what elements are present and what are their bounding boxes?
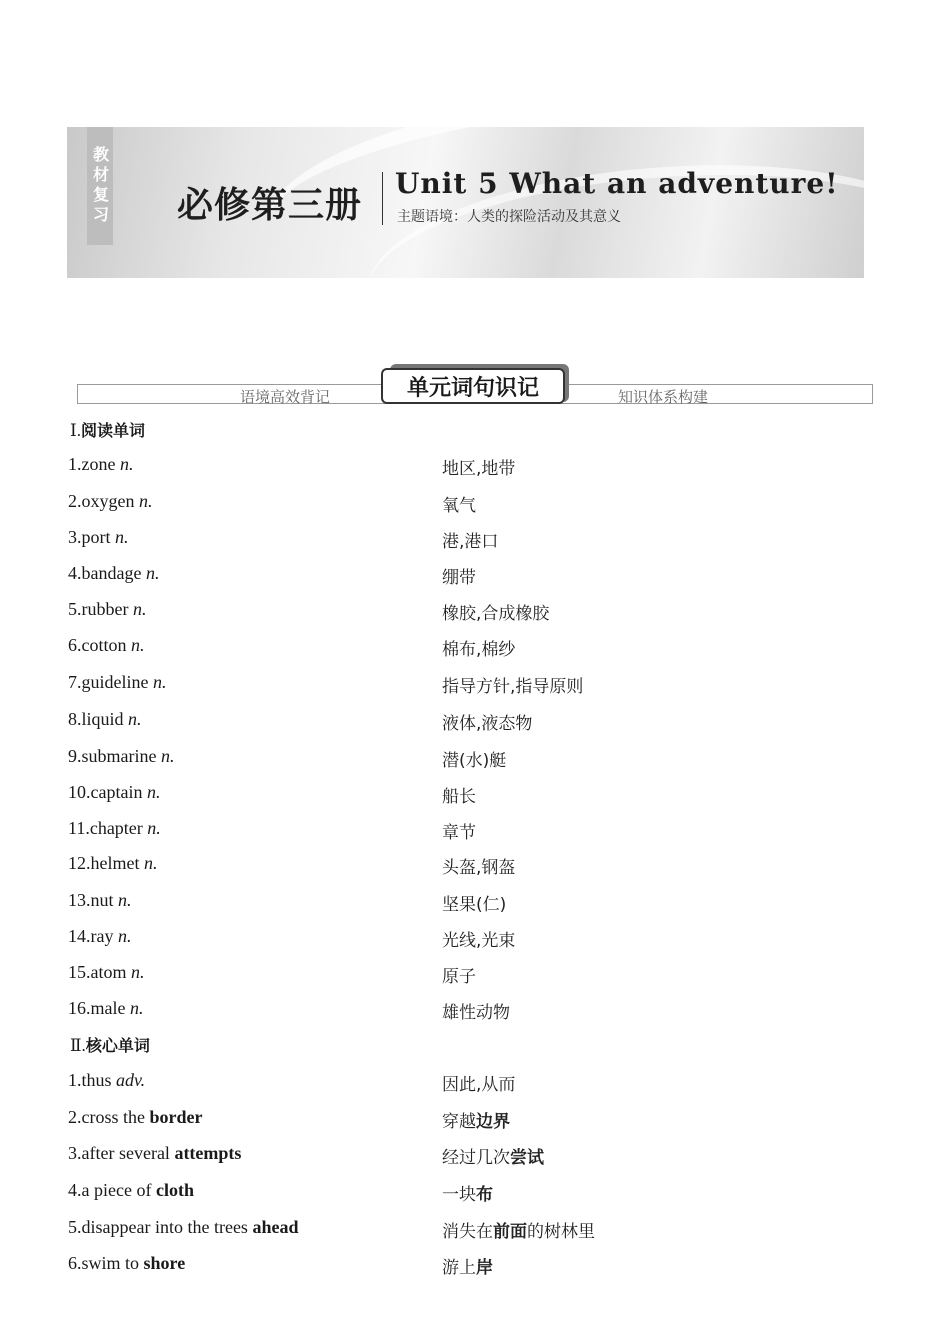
phrase-text: 4.a piece of [68, 1180, 152, 1200]
phrase-text: 5.disappear into the trees [68, 1217, 248, 1237]
vocab-row [68, 491, 918, 517]
vocab-meaning: 港,港口 [442, 532, 499, 552]
vocab-row [68, 599, 918, 625]
vocab-word-text: 7.guideline [68, 672, 149, 692]
part-of-speech: n. [152, 672, 167, 692]
vocab-row [68, 454, 918, 480]
part-of-speech: n. [132, 599, 147, 619]
vocab-row [68, 818, 918, 844]
part-of-speech: n. [115, 527, 129, 547]
vocab-word-text: 14.ray [68, 926, 114, 946]
vocab-meaning: 绷带 [442, 568, 476, 588]
vocab-word-text: 12.helmet [68, 853, 140, 873]
vocab-row [68, 782, 918, 808]
vocab-meaning: 液体,液态物 [442, 714, 533, 734]
core-meaning [442, 1180, 493, 1205]
vocab-word-text: 16.male [68, 998, 126, 1018]
vocab-row [68, 926, 918, 952]
meaning-prefix: 一块 [442, 1185, 476, 1205]
core-vocab-row [68, 1107, 918, 1133]
vocab-meaning: 地区,地带 [442, 459, 516, 479]
vocab-word-text: 15.atom [68, 962, 127, 982]
part-of-speech: n. [119, 454, 134, 474]
phrase-text: 1.thus [68, 1070, 112, 1090]
vocab-word [68, 635, 145, 656]
vocab-word-text: 10.captain [68, 782, 143, 802]
meaning-suffix: 的树林里 [527, 1222, 595, 1242]
part-of-speech: n. [131, 962, 145, 982]
vocab-word-text: 9.submarine [68, 746, 157, 766]
vocab-word [68, 563, 159, 584]
book-title: 必修第三册 [177, 185, 363, 226]
vocab-meaning: 头盔,钢盔 [442, 858, 516, 878]
vocab-row [68, 563, 918, 589]
core-phrase [68, 1217, 298, 1238]
vocab-meaning: 船长 [442, 787, 476, 807]
vocab-row [68, 709, 918, 735]
part-of-speech: n. [139, 491, 153, 511]
vocab-row [68, 890, 918, 916]
keyword: attempts [174, 1143, 242, 1163]
meaning-prefix: 游上 [442, 1258, 476, 1278]
vocab-row [68, 635, 918, 661]
vocab-word-text: 8.liquid [68, 709, 124, 729]
core-meaning [442, 1217, 595, 1242]
meaning-keyword: 尝试 [510, 1148, 544, 1168]
keyword: shore [143, 1253, 186, 1273]
core-phrase [68, 1253, 185, 1274]
vocab-row [68, 853, 918, 879]
part-of-speech: n. [160, 746, 175, 766]
vocab-word [68, 818, 161, 839]
section-right-label: 知识体系构建 [618, 388, 709, 406]
unit-theme: 主题语境：人类的探险活动及其意义 [397, 209, 621, 225]
part-of-speech: adv. [116, 1070, 146, 1090]
keyword: cloth [155, 1180, 194, 1200]
core-vocab-row [68, 1070, 918, 1096]
vocab-word-text: 6.cotton [68, 635, 127, 655]
vocab-word-text: 1.zone [68, 454, 116, 474]
vocab-word-text: 2.oxygen [68, 491, 135, 511]
vocab-row [68, 998, 918, 1024]
core-meaning [442, 1143, 544, 1168]
part-of-speech: n. [128, 709, 142, 729]
vocab-row [68, 527, 918, 553]
keyword: ahead [252, 1217, 299, 1237]
core-vocab-row [68, 1253, 918, 1279]
vocab-meaning: 棉布,棉纱 [442, 640, 516, 660]
vocab-meaning: 坚果(仁) [442, 895, 507, 915]
section-title: 单元词句识记 [381, 368, 565, 404]
title-divider [382, 172, 383, 225]
vocab-meaning: 指导方针,指导原则 [442, 677, 584, 697]
vocab-word-text: 11.chapter [68, 818, 143, 838]
phrase-meaning: 因此,从而 [442, 1075, 516, 1095]
meaning-keyword: 岸 [476, 1258, 493, 1278]
core-meaning [442, 1070, 515, 1095]
vocab-meaning: 潜(水)艇 [442, 751, 507, 771]
vocab-row [68, 962, 918, 988]
part-of-speech: n. [143, 853, 158, 873]
vocab-meaning: 章节 [442, 823, 476, 843]
vocab-word [68, 853, 157, 874]
part-of-speech: n. [146, 782, 161, 802]
side-tab-label: 教材复习 [87, 127, 113, 245]
core-meaning [442, 1107, 510, 1132]
phrase-text: 2.cross the [68, 1107, 145, 1127]
phrase-text: 3.after several [68, 1143, 170, 1163]
unit-banner [67, 127, 864, 278]
vocab-word [68, 782, 160, 803]
vocab-row [68, 746, 918, 772]
part2-label: 核心单词 [85, 1036, 150, 1055]
core-vocab-row [68, 1143, 918, 1169]
vocab-word [68, 998, 143, 1019]
vocab-word-text: 5.rubber [68, 599, 129, 619]
meaning-keyword: 前面 [493, 1222, 527, 1242]
meaning-prefix: 消失在 [442, 1222, 493, 1242]
vocab-row [68, 672, 918, 698]
core-phrase [68, 1143, 241, 1164]
meaning-prefix: 经过几次 [442, 1148, 510, 1168]
vocab-meaning: 光线,光束 [442, 931, 516, 951]
part1-heading [70, 418, 145, 441]
unit-title: Unit 5 What an adventure! [395, 167, 839, 200]
vocab-word-text: 13.nut [68, 890, 114, 910]
vocab-word [68, 962, 145, 983]
vocab-word [68, 454, 133, 475]
core-meaning [442, 1253, 493, 1278]
vocab-word [68, 926, 131, 947]
vocab-word [68, 746, 174, 767]
part1-label: 阅读单词 [80, 421, 145, 440]
vocab-word [68, 599, 146, 620]
part-of-speech: n. [145, 563, 160, 583]
vocab-meaning: 橡胶,合成橡胶 [442, 604, 550, 624]
part-of-speech: n. [129, 998, 144, 1018]
section-left-label: 语境高效背记 [240, 388, 331, 406]
vocab-word [68, 672, 166, 693]
core-phrase [68, 1070, 145, 1091]
vocab-word-text: 3.port [68, 527, 111, 547]
vocab-meaning: 雄性动物 [442, 1003, 510, 1023]
vocab-word [68, 491, 153, 512]
meaning-keyword: 边界 [476, 1112, 510, 1132]
vocab-meaning: 原子 [442, 967, 476, 987]
core-phrase [68, 1180, 194, 1201]
part-of-speech: n. [147, 818, 161, 838]
meaning-prefix: 穿越 [442, 1112, 476, 1132]
meaning-keyword: 布 [476, 1185, 493, 1205]
core-phrase [68, 1107, 202, 1128]
part1-numeral: Ⅰ. [70, 421, 81, 440]
part-of-speech: n. [117, 926, 132, 946]
vocab-word [68, 890, 132, 911]
vocab-word [68, 527, 129, 548]
part-of-speech: n. [118, 890, 132, 910]
part2-heading [70, 1033, 150, 1056]
part2-numeral: Ⅱ. [70, 1036, 86, 1055]
core-vocab-row [68, 1217, 918, 1243]
vocab-meaning: 氧气 [442, 496, 476, 516]
part-of-speech: n. [131, 635, 145, 655]
vocab-word-text: 4.bandage [68, 563, 142, 583]
vocab-word [68, 709, 142, 730]
phrase-text: 6.swim to [68, 1253, 140, 1273]
keyword: border [149, 1107, 203, 1127]
core-vocab-row [68, 1180, 918, 1206]
